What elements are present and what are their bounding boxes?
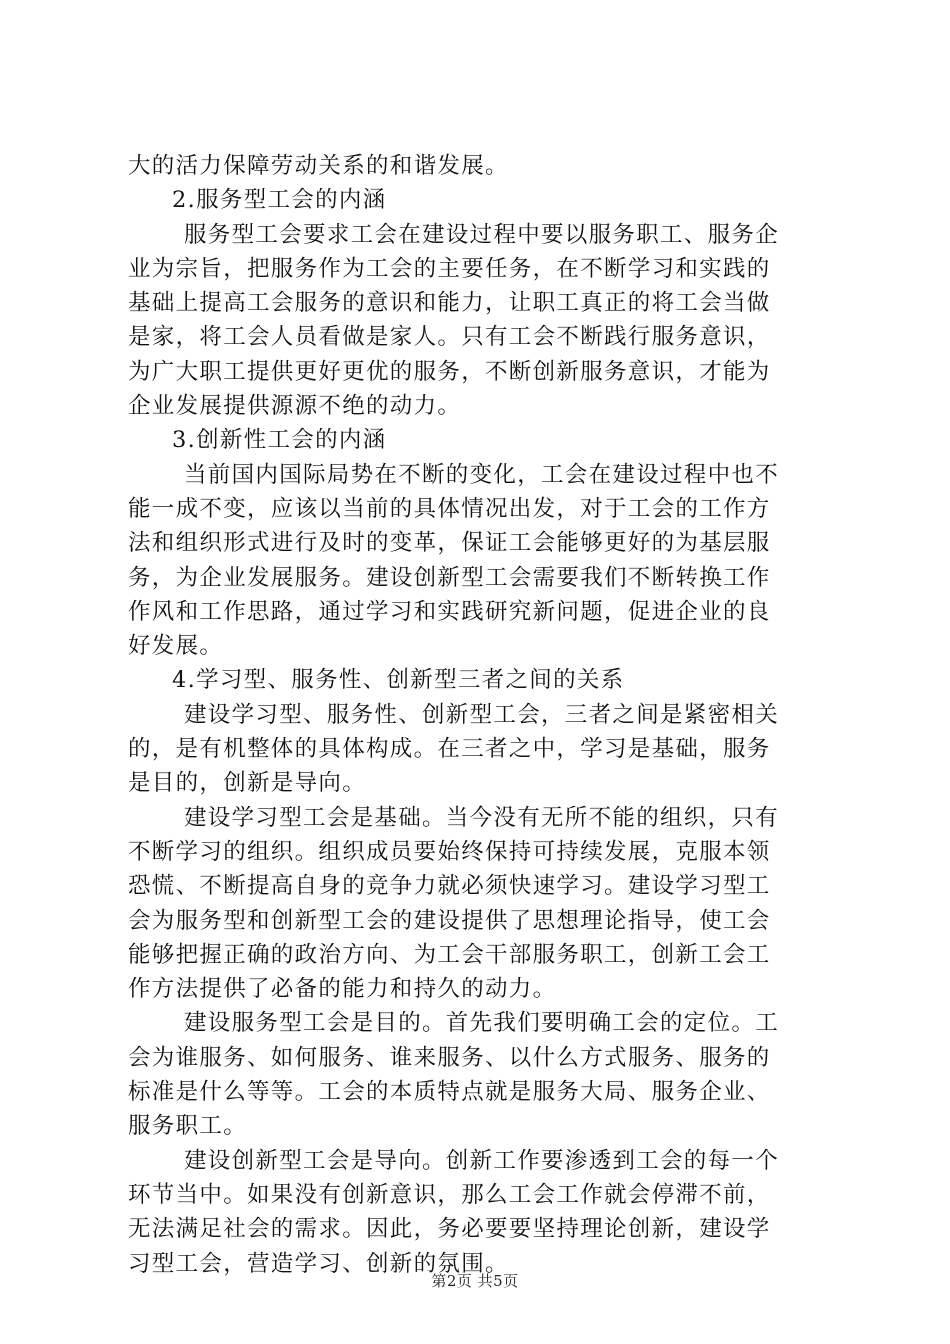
body-text-line: 能一成不变，应该以当前的具体情况出发，对于工会的工作方 (128, 495, 771, 522)
body-text-line: 建设学习型工会是基础。当今没有无所不能的组织，只有 (184, 804, 780, 831)
body-text-line: 无法满足社会的需求。因此，务必要要坚持理论创新，建设学 (128, 1216, 771, 1243)
body-text-line: 不断学习的组织。组织成员要始终保持可持续发展，克服本领 (128, 838, 771, 865)
body-text-line: 是家，将工会人员看做是家人。只有工会不断践行服务意识， (128, 324, 771, 351)
section-heading-line: 3.创新性工会的内涵 (172, 427, 387, 454)
body-text-line: 作风和工作思路，通过学习和实践研究新问题，促进企业的良 (128, 598, 771, 625)
body-text-line: 建设创新型工会是导向。创新工作要渗透到工会的每一个 (184, 1147, 780, 1174)
body-text-line: 环节当中。如果没有创新意识，那么工会工作就会停滞不前， (128, 1181, 771, 1208)
body-text-line: 标准是什么等等。工会的本质特点就是服务大局、服务企业、 (128, 1079, 771, 1106)
body-text-line: 服务型工会要求工会在建设过程中要以服务职工、服务企 (184, 221, 780, 248)
section-heading-line: 2.服务型工会的内涵 (172, 187, 387, 214)
body-text-line: 大的活力保障劳动关系的和谐发展。 (128, 153, 509, 179)
body-text-line: 务，为企业发展服务。建设创新型工会需要我们不断转换工作 (128, 564, 771, 591)
body-text-line: 建设服务型工会是目的。首先我们要明确工会的定位。工 (184, 1010, 780, 1037)
body-text-line: 企业发展提供源源不绝的动力。 (128, 393, 462, 420)
body-text-line: 习型工会，营造学习、创新的氛围。 (128, 1250, 509, 1277)
body-text-line: 建设学习型、服务性、创新型工会，三者之间是紧密相关 (184, 701, 780, 728)
body-text-line: 为广大职工提供更好更优的服务，不断创新服务意识，才能为 (128, 358, 771, 385)
body-text-line: 当前国内国际局势在不断的变化，工会在建设过程中也不 (184, 461, 780, 488)
document-body (128, 149, 818, 1281)
body-text-line: 是目的，创新是导向。 (128, 770, 367, 797)
body-text-line: 作方法提供了必备的能力和持久的动力。 (128, 976, 557, 1003)
body-text-line: 服务职工。 (128, 1113, 248, 1140)
body-text-line: 恐慌、不断提高自身的竞争力就必须快速学习。建设学习型工 (128, 873, 771, 900)
body-text-line: 能够把握正确的政治方向、为工会干部服务职工，创新工会工 (128, 941, 771, 968)
body-text-line: 的，是有机整体的具体构成。在三者之中，学习是基础，服务 (128, 736, 771, 763)
page-footer: 第2页 共5页 (431, 1272, 519, 1290)
body-text-line: 业为宗旨，把服务作为工会的主要任务，在不断学习和实践的 (128, 255, 771, 282)
body-text-line: 基础上提高工会服务的意识和能力，让职工真正的将工会当做 (128, 290, 771, 317)
body-text-line: 好发展。 (128, 633, 224, 660)
body-text-line: 会为服务型和创新型工会的建设提供了思想理论指导，使工会 (128, 907, 771, 934)
body-text-line: 会为谁服务、如何服务、谁来服务、以什么方式服务、服务的 (128, 1044, 771, 1071)
body-text-line: 法和组织形式进行及时的变革，保证工会能够更好的为基层服 (128, 530, 771, 557)
section-heading-line: 4.学习型、服务性、创新型三者之间的关系 (172, 667, 625, 694)
